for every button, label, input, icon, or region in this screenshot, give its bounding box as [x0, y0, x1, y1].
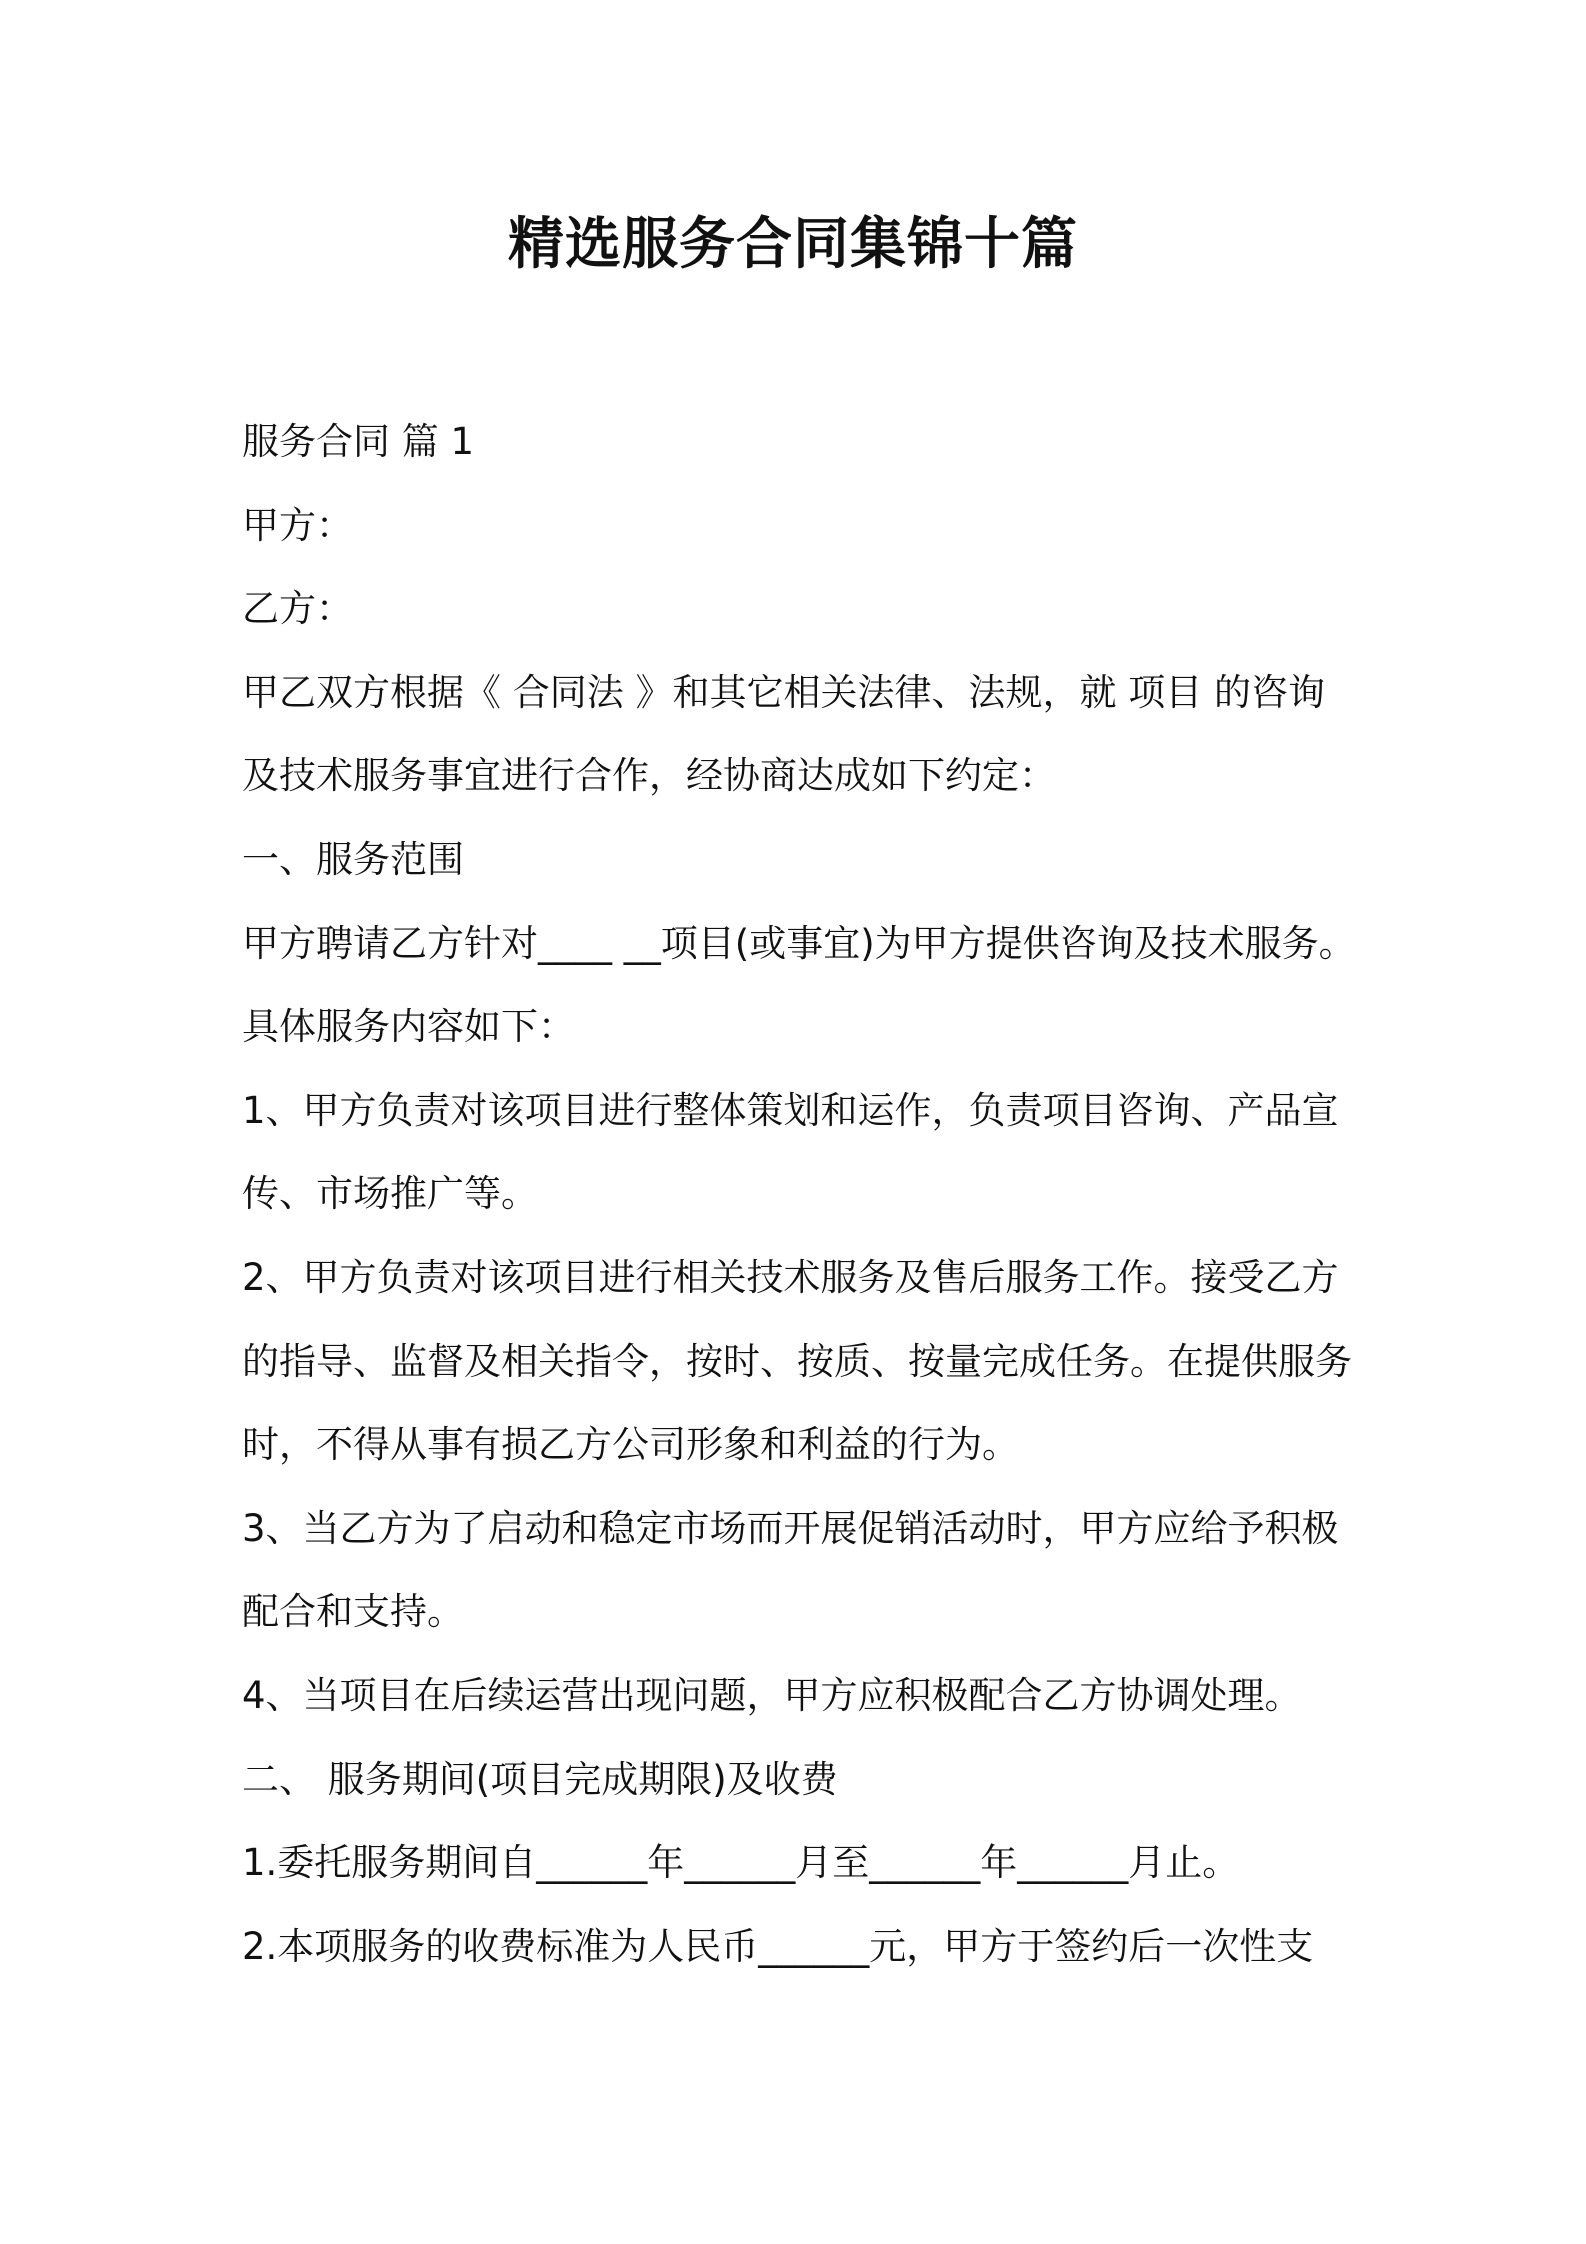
paragraph-line: 甲乙双方根据《 合同法 》和其它相关法律、法规，就 项目 的咨询: [242, 670, 1326, 714]
paragraph-line: 3、当乙方为了启动和稳定市场而开展促销活动时，甲方应给予积极: [242, 1506, 1339, 1550]
paragraph-line: 的指导、监督及相关指令，按时、按质、按量完成任务。在提供服务: [242, 1339, 1352, 1383]
party-b-label: 乙方：: [242, 587, 353, 631]
paragraph-line: 2.本项服务的收费标准为人民币______元，甲方于签约后一次性支: [242, 1924, 1314, 1968]
section-heading-contract-1: 服务合同 篇 1: [242, 420, 475, 463]
document-body: [242, 400, 1362, 1988]
paragraph-line: 2、甲方负责对该项目进行相关技术服务及售后服务工作。接受乙方: [242, 1255, 1339, 1299]
paragraph-line: 配合和支持。: [242, 1590, 464, 1634]
paragraph-line: 1.委托服务期间自______年______月至______年______月止。: [242, 1841, 1240, 1885]
paragraph-line: 传、市场推广等。: [242, 1172, 538, 1216]
paragraph-line: 4、当项目在后续运营出现问题，甲方应积极配合乙方协调处理。: [242, 1673, 1302, 1717]
paragraph-line: 甲方聘请乙方针对____ __项目(或事宜)为甲方提供咨询及技术服务。: [242, 921, 1356, 965]
clause-heading-service-scope: 一、服务范围: [242, 837, 464, 881]
clause-heading-service-period: 二、 服务期间(项目完成期限)及收费: [242, 1757, 838, 1801]
paragraph-line: 时，不得从事有损乙方公司形象和利益的行为。: [242, 1423, 1019, 1467]
document-title: 精选服务合同集锦十篇: [508, 212, 1078, 277]
party-a-label: 甲方：: [242, 503, 353, 547]
paragraph-line: 具体服务内容如下：: [242, 1005, 575, 1049]
paragraph-line: 及技术服务事宜进行合作，经协商达成如下约定：: [242, 754, 1056, 798]
paragraph-line: 1、甲方负责对该项目进行整体策划和运作，负责项目咨询、产品宣: [242, 1088, 1339, 1132]
